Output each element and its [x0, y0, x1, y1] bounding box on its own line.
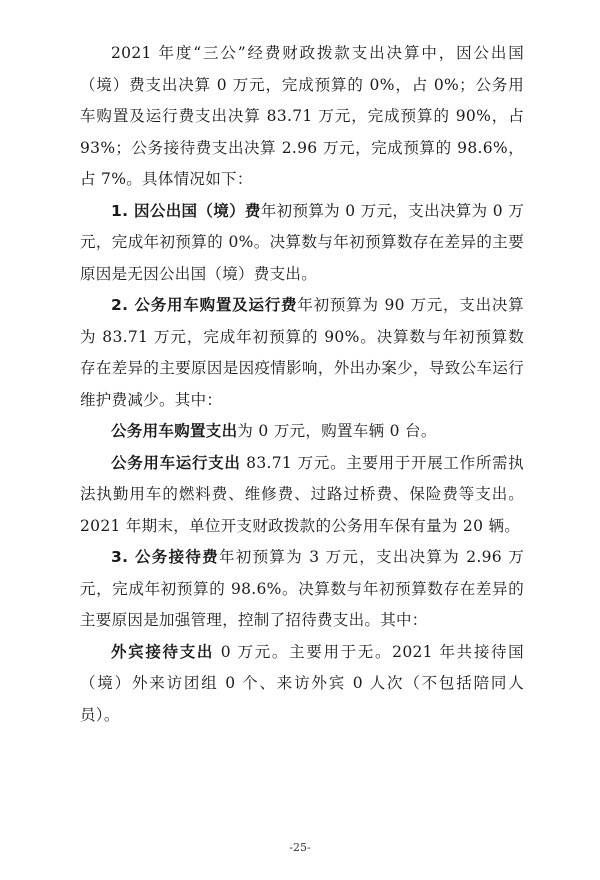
paragraph-intro-text: 2021 年度“三公”经费财政拨款支出决算中，因公出国（境）费支出决算 0 万元，完成预算的 0%，占 0%；公务用车购置及运行费支出决算 83.71 万元，完成预算的 90%，占 93%；公务接待费支出决算 2.96 万元，完成预算的 98.6%，占 7%。具体情况如下：: [80, 44, 524, 188]
paragraph-vehicle-operation: [80, 448, 524, 543]
heading-vehicle: 2. 公务用车购置及运行费: [111, 296, 298, 314]
paragraph-overseas-travel: [80, 196, 524, 291]
document-body: [80, 38, 524, 731]
page-number: -25-: [289, 841, 311, 854]
paragraph-vehicle-purchase-text: 为 0 万元，购置车辆 0 台。: [237, 422, 437, 440]
heading-vehicle-operation: 公务用车运行支出: [111, 453, 241, 472]
heading-overseas-travel: 1. 因公出国（境）费: [111, 201, 261, 220]
paragraph-reception-text: 年初预算为 3 万元，支出决算为 2.96 万元，完成年初预算的 98.6%。决算数与年初预算数存在差异的主要原因是加强管理，控制了招待费支出。其中：: [80, 548, 524, 629]
paragraph-vehicle-purchase: [80, 416, 524, 448]
paragraph-foreign-reception: [80, 637, 524, 732]
heading-reception: 3. 公务接待费: [111, 548, 219, 566]
paragraph-intro: [80, 38, 524, 196]
paragraph-vehicle-text: 年初预算为 90 万元，支出决算为 83.71 万元，完成年初预算的 90%。决算数与年初预算数存在差异的主要原因是因疫情影响，外出办案少，导致公车运行维护费减少。其中：: [80, 296, 524, 409]
paragraph-vehicle: [80, 290, 524, 416]
paragraph-overseas-travel-text: 年初预算为 0 万元，支出决算为 0 万元，完成年初预算的 0%。决算数与年初预算数存在差异的主要原因是无因公出国（境）费支出。: [80, 201, 524, 283]
heading-foreign-reception: 外宾接待支出: [111, 642, 215, 661]
heading-vehicle-purchase: 公务用车购置支出: [111, 422, 238, 440]
paragraph-vehicle-operation-text: 83.71 万元。主要用于开展工作所需执法执勤用车的燃料费、维修费、过路过桥费、保险费等支出。2021 年期末，单位开支财政拨款的公务用车保有量为 20 辆。: [80, 453, 525, 535]
paragraph-foreign-reception-text: 0 万元。主要用于无。2021 年共接待国（境）外来访团组 0 个、来访外宾 0 人次（不包括陪同人员）。: [80, 642, 524, 724]
paragraph-reception: [80, 542, 524, 637]
